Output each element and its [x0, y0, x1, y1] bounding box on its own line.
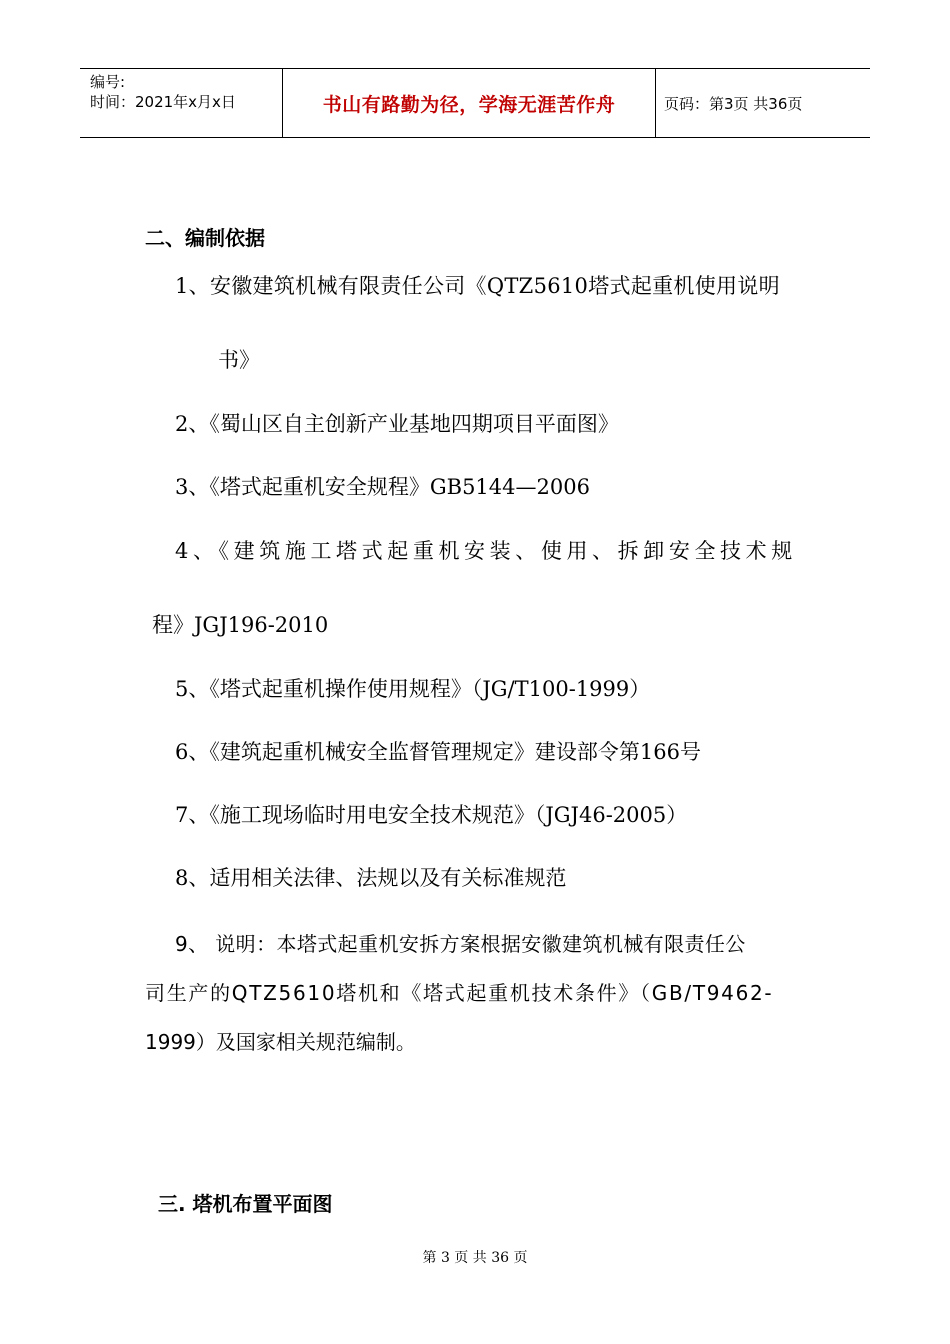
basis-item-7: 7、《施工现场临时用电安全技术规范》（JGJ46-2005）	[175, 803, 688, 827]
number-label: 编号:	[90, 73, 126, 91]
header-page-info: 页码：第3页 共36页	[664, 94, 803, 113]
basis-note-line-1: 9、 说明：本塔式起重机安拆方案根据安徽建筑机械有限责任公	[175, 932, 746, 956]
basis-item-5: 5、《塔式起重机操作使用规程》（JG/T100-1999）	[175, 677, 651, 701]
basis-note-line-2: 司生产的QTZ5610塔机和《塔式起重机技术条件》（GB/T9462-	[145, 981, 774, 1005]
page-footer: 第 3 页 共 36 页	[422, 1250, 528, 1266]
section-3-title: 三. 塔机布置平面图	[158, 1192, 333, 1216]
basis-item-1: 1、安徽建筑机械有限责任公司《QTZ5610塔式起重机使用说明	[175, 274, 780, 298]
basis-item-3: 3、《塔式起重机安全规程》GB5144—2006	[175, 475, 590, 499]
basis-item-2: 2、《蜀山区自主创新产业基地四期项目平面图》	[175, 412, 619, 436]
basis-item-8: 8、适用相关法律、法规以及有关标准规范	[175, 866, 567, 890]
basis-item-4-cont: 程》JGJ196-2010	[152, 613, 329, 637]
basis-note-line-3: 1999）及国家相关规范编制。	[145, 1030, 416, 1054]
header-meta	[80, 69, 280, 137]
section-2-title: 二、编制依据	[145, 226, 265, 250]
basis-item-1-cont: 书》	[218, 348, 260, 372]
time-label: 时间：2021年x月x日	[90, 93, 236, 111]
page-header	[80, 68, 870, 138]
basis-item-4: 4、《建筑施工塔式起重机安装、使用、拆卸安全技术规	[175, 539, 797, 563]
basis-item-6: 6、《建筑起重机械安全监督管理规定》建设部令第166号	[175, 740, 701, 764]
header-motto: 书山有路勤为径，学海无涯苦作舟	[282, 69, 656, 137]
